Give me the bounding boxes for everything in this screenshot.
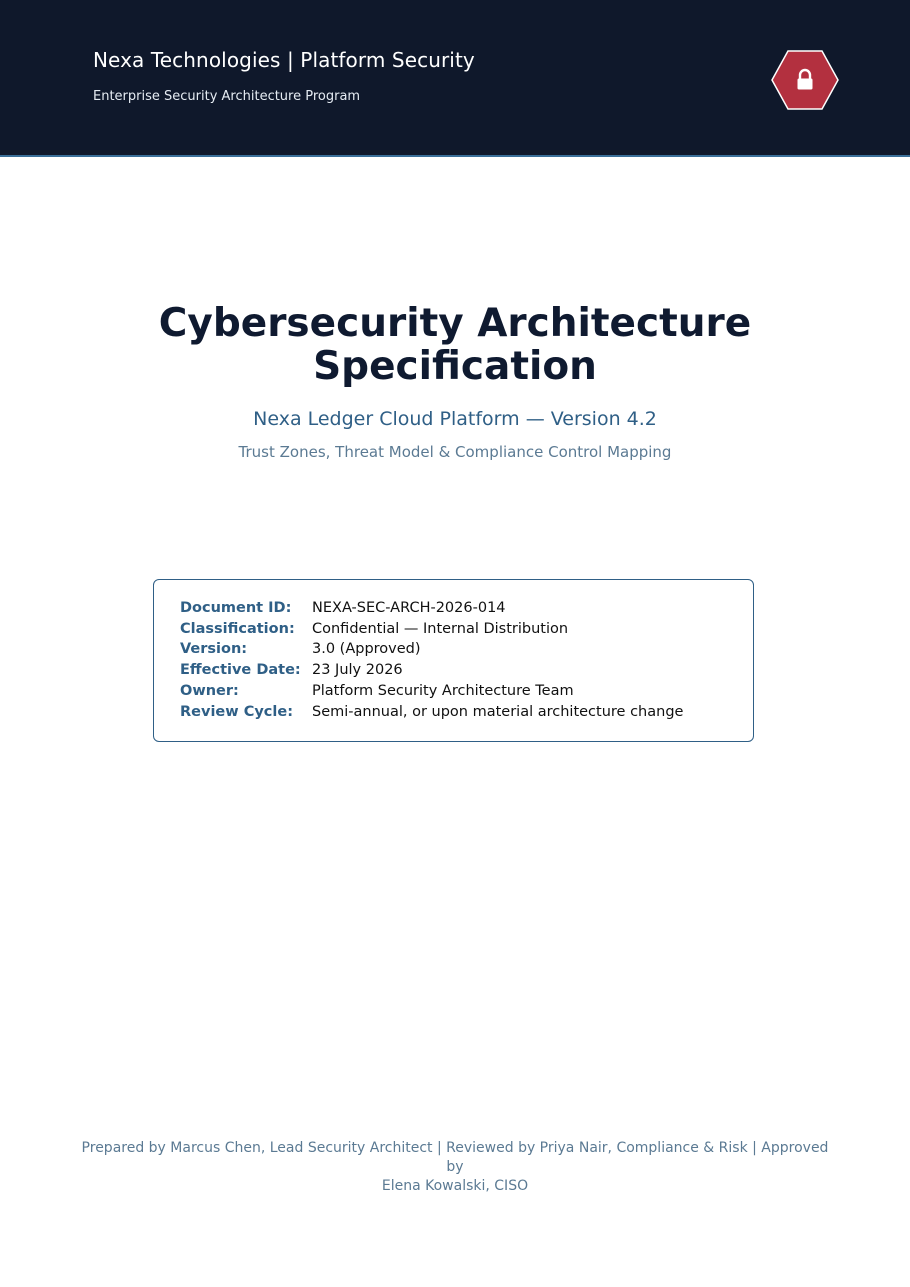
metadata-value: 23 July 2026 xyxy=(312,662,403,678)
header-bar xyxy=(0,0,910,157)
metadata-value: 3.0 (Approved) xyxy=(312,641,421,657)
metadata-label: Version: xyxy=(180,641,248,657)
program-name: Enterprise Security Architecture Program xyxy=(93,89,361,104)
footer-line-1: Prepared by Marcus Chen, Lead Security Architect | Reviewed by Priya Nair, Compliance & Risk | Approved by xyxy=(81,1140,829,1175)
document-metadata-box xyxy=(153,579,754,742)
metadata-label: Effective Date: xyxy=(180,662,301,678)
document-title xyxy=(0,302,910,388)
document-subtitle: Nexa Ledger Cloud Platform — Version 4.2 xyxy=(253,408,657,430)
metadata-value: Semi-annual, or upon material architecture change xyxy=(312,704,684,720)
metadata-label: Classification: xyxy=(180,621,295,637)
metadata-label: Owner: xyxy=(180,683,239,699)
metadata-value: Platform Security Architecture Team xyxy=(312,683,574,699)
footer-line-2: Elena Kowalski, CISO xyxy=(381,1178,529,1194)
lock-icon xyxy=(771,50,839,110)
organization-name: Nexa Technologies | Platform Security xyxy=(93,48,475,72)
document-tagline: Trust Zones, Threat Model & Compliance Control Mapping xyxy=(238,443,672,461)
metadata-label: Document ID: xyxy=(180,600,292,616)
title-line-2: Specification xyxy=(313,344,597,389)
approval-footer xyxy=(80,1139,830,1196)
metadata-value: NEXA-SEC-ARCH-2026-014 xyxy=(312,600,506,616)
metadata-label: Review Cycle: xyxy=(180,704,293,720)
metadata-value: Confidential — Internal Distribution xyxy=(312,621,569,637)
title-line-1: Cybersecurity Architecture xyxy=(158,301,752,346)
